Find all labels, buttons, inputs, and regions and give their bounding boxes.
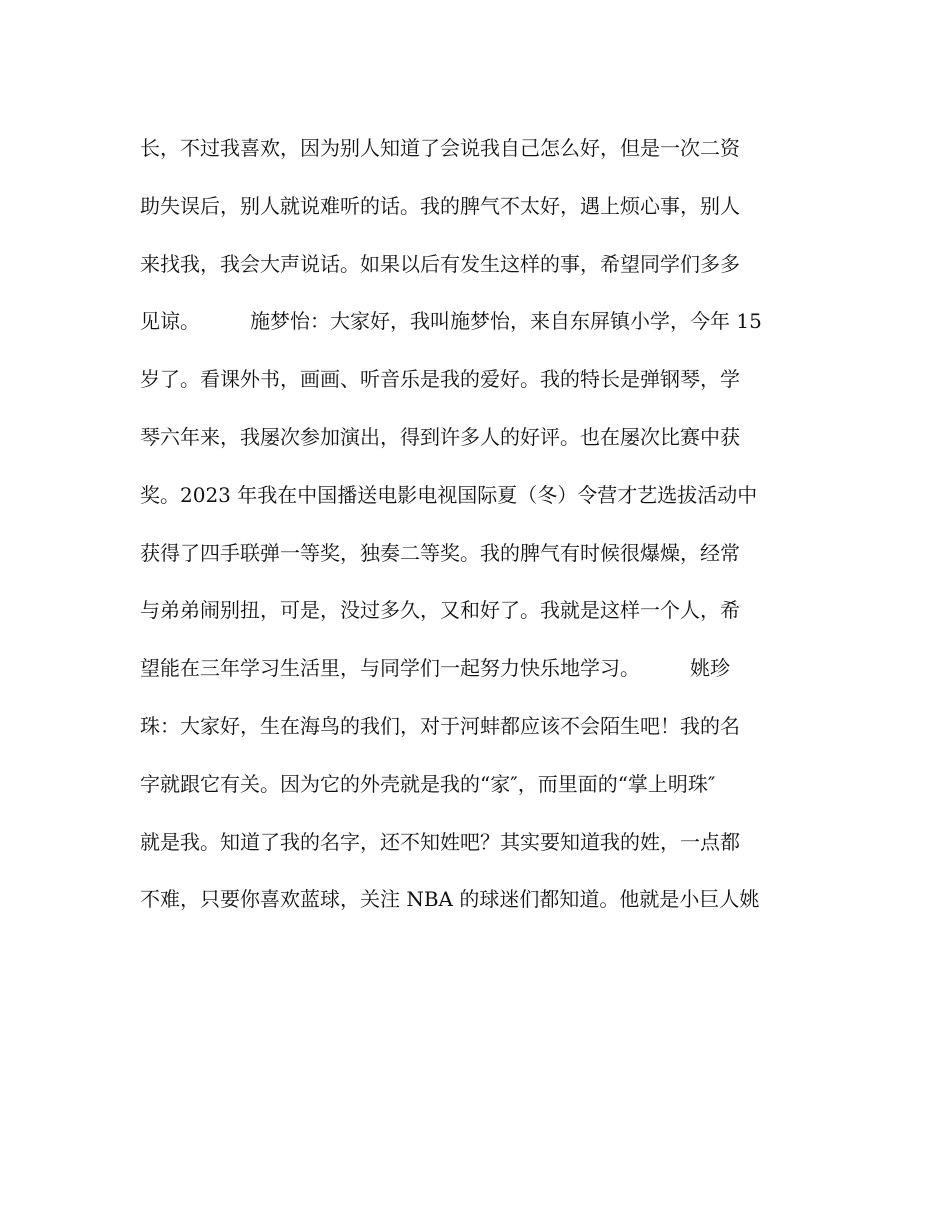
body-text bbox=[140, 120, 820, 929]
text-line-1: 长，不过我喜欢，因为别人知道了会说我自己怎么好，但是一次二资 bbox=[140, 136, 740, 160]
text-line-5: 岁了。看课外书，画画、听音乐是我的爱好。我的特长是弹钢琴，学 bbox=[140, 367, 740, 392]
text-line-10: 望能在三年学习生活里，与同学们一起努力快乐地学习。 姚珍 bbox=[140, 656, 730, 681]
text-line-14: 不难，只要你喜欢蓝球，关注 NBA 的球迷们都知道。他就是小巨人姚 bbox=[140, 887, 760, 912]
text-line-12: 字就跟它有关。因为它的外壳就是我的“家″，而里面的“掌上明珠″ bbox=[140, 771, 716, 796]
text-line-7: 奖。2023 年我在中国播送电影电视国际夏（冬）令营才艺选拔活动中 bbox=[140, 482, 758, 507]
text-line-11: 珠：大家好，生在海鸟的我们，对于河蚌都应该不会陌生吧！我的名 bbox=[140, 713, 740, 738]
text-line-6: 琴六年来，我屡次参加演出，得到许多人的好评。也在屡次比赛中获 bbox=[140, 424, 740, 449]
text-line-4: 见谅。 施梦怡：大家好，我叫施梦怡，来自东屏镇小学，今年 15 bbox=[140, 309, 762, 334]
text-line-13: 就是我。知道了我的名字，还不知姓吧？其实要知道我的姓，一点都 bbox=[140, 829, 740, 854]
text-line-3: 来找我，我会大声说话。如果以后有发生这样的事，希望同学们多多 bbox=[140, 251, 740, 276]
text-line-9: 与弟弟闹别扭，可是，没过多久，又和好了。我就是这样一个人，希 bbox=[140, 598, 740, 623]
text-line-8: 获得了四手联弹一等奖，独奏二等奖。我的脾气有时候很爆燥，经常 bbox=[140, 540, 740, 565]
text-line-2: 助失误后，别人就说难听的话。我的脾气不太好，遇上烦心事，别人 bbox=[140, 193, 740, 218]
